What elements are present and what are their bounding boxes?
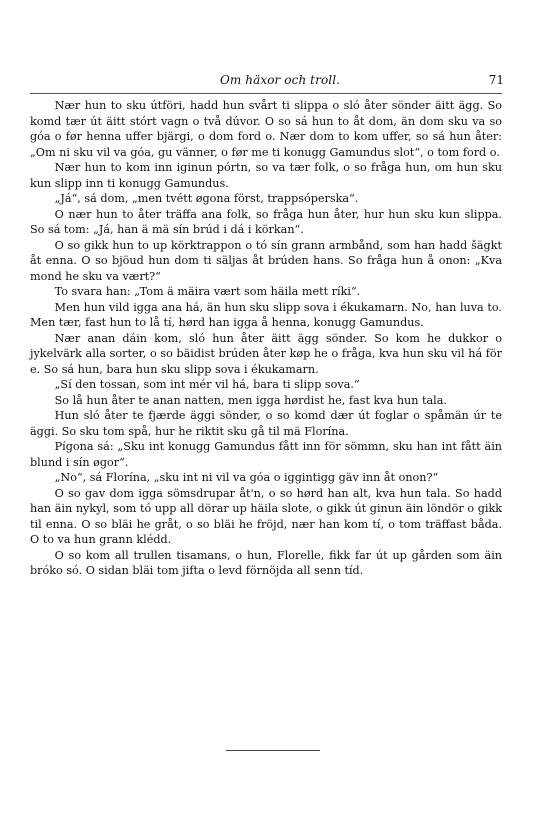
running-title: Om häxor och troll. <box>219 73 341 87</box>
paragraph: Nær anan dáin kom, sló hun åter äitt ägg sönder. So kom he dukkor o jykelvärk alla sorter, o so bäidist brúden åter køp he o fråga, kva hun sku vil há för e. So sá hun, bara hun sku slipp sova i ékukamarn. <box>30 331 502 376</box>
paragraph: O so gikk hun to up körktrappon o tó sín grann armbånd, som han hadd šägkt åt enna. O so bjöud hun dom ti säljas åt brúden hans. So fråga hun å onon: „Kva mond he sku va vært?“ <box>30 238 502 283</box>
paragraph: To svara han: „Tom ä mäira vært som häila mett ríki“. <box>54 285 361 298</box>
paragraph: Men hun vild igga ana há, än hun sku slipp sova i ékukamarn. No, han luva to. Men tær, fast hun to lå tí, hørd han igga å henna, konugg Gamundus. <box>30 300 502 329</box>
running-head <box>30 73 530 91</box>
paragraph: Pígona sá: „Sku int konugg Gamundus fått inn för sömmn, sku han int fått äin blund i sín øgor“. <box>30 440 502 469</box>
header-rule <box>30 93 502 94</box>
paragraph: O so gav dom igga sömsdrupar åt'n, o so hørd han alt, kva hun tala. So hadd han äin nykyl, som tó upp all dörar up häila slote, o gikk út ginun äin löndör o gikk til enna. O so bläi he gråt, o so bläi he fröjd, nær han kom tí, o tom träffast båda. O to va hun grann klédd. <box>30 486 502 546</box>
closing-rule <box>226 750 320 751</box>
paragraph: „No“, sá Florína, „sku int ni vil va góa o iggintigg gäv inn åt onon?“ <box>54 471 439 484</box>
paragraph: Nær hun to sku útföri, hadd hun svårt ti slippa o sló åter sönder äitt ägg. So komd tær út äitt stórt vagn o två dúvor. O so sá hun to åt dom, än dom sku va so góa o før henna uffer bjärgi, o dom ford o. Nær dom to kom uffer, so sá hun åter: „Om ni sku vil va góa, gu vänner, o før me ti konugg Gamundus slot“, o tom ford o. <box>30 99 502 159</box>
paragraph: O nær hun to åter träffa ana folk, so fråga hun åter, hur hun sku kun slippa. So sá tom: „Já, han ä mä sín brúd i dá i körkan“. <box>30 207 502 236</box>
paragraph: O so kom all trullen tisamans, o hun, Florelle, fikk far út up gården som äin bróko só. O sidan bläi tom jifta o levd förnöjda all senn tíd. <box>30 548 502 577</box>
paragraph: Nær hun to kom inn iginun pórtn, so va tær folk, o so fråga hun, om hun sku kun slipp inn ti konugg Gamundus. <box>30 161 502 190</box>
paragraph: „Sí den tossan, som int mér vil há, bara ti slipp sova.“ <box>54 378 360 391</box>
paragraph: Hun sló åter te fjærde äggi sönder, o so komd dær út foglar o spåmän úr te äggi. So sku tom spå, hur he riktit sku gå til mä Florína. <box>30 409 502 438</box>
paragraph: So lå hun åter te anan natten, men igga hørdist he, fast kva hun tala. <box>54 393 447 407</box>
paragraph: „Já“, sá dom, „men tvétt øgona först, trappsóperska“. <box>54 192 359 205</box>
body-text <box>30 98 502 579</box>
page-number: 71 <box>488 73 504 87</box>
